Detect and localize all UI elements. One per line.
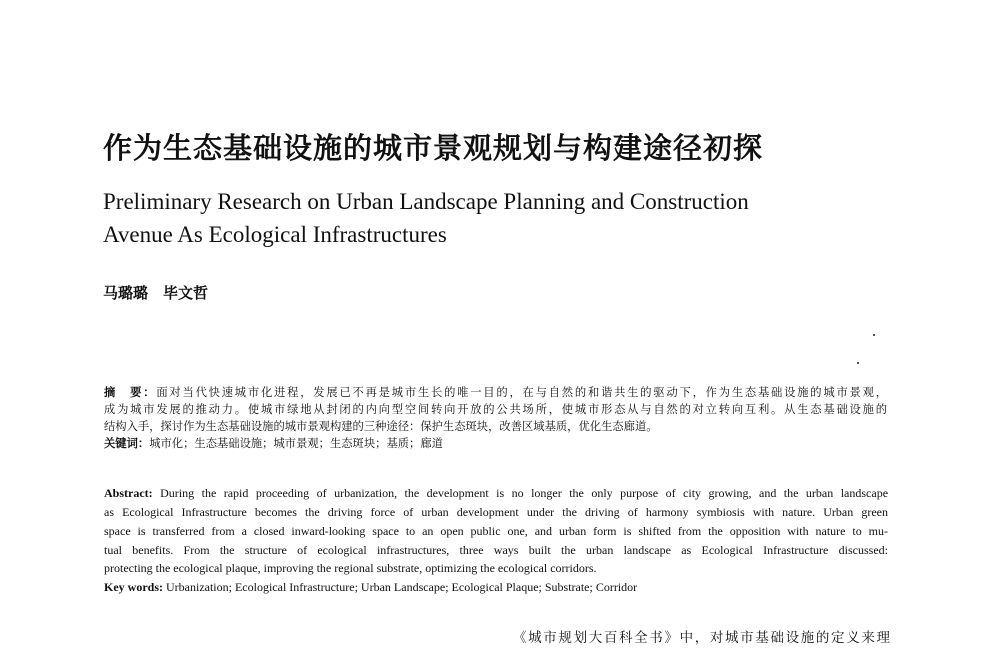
- paper-title-en-line-2: Avenue As Ecological Infrastructures: [103, 222, 447, 247]
- abstract-en-text: During the rapid proceeding of urbanization, the development is no longer the only purpose of city growing, and the urban landscape: [160, 486, 889, 500]
- abstract-en-line-5: protecting the ecological plaque, improving the regional substrate, optimizing the ecological corridors.: [104, 561, 597, 575]
- authors: 马璐璐 毕文哲: [103, 284, 209, 302]
- abstract-en-line-1: [104, 484, 888, 502]
- abstract-cn-line-2: 成为城市发展的推动力。使城市绿地从封闭的内向型空间转向开放的公共场所，使城市形态从与自然的对立转向互利。从生态基础设施的: [104, 403, 887, 416]
- abstract-en-line-2: as Ecological Infrastructure becomes the driving force of urban development under the driving of harmony symbiosis with nature. Urban green: [104, 505, 888, 519]
- keywords-en: [104, 578, 888, 596]
- abstract-cn-line-3: 结构入手，探讨作为生态基础设施的城市景观构建的三种途径：保护生态斑块，改善区域基质，优化生态廊道。: [104, 420, 658, 433]
- scan-speck: [857, 362, 859, 364]
- keywords-en-text: Urbanization; Ecological Infrastructure; Urban Landscape; Ecological Plaque; Substrate; Corridor: [166, 580, 638, 594]
- abstract-en-line-3: space is transferred from a closed inward-looking space to an open public one, and urban form is shifted from the opposition with nature to mu-: [104, 524, 888, 538]
- body-text-start: 《城市规划大百科全书》中，对城市基础设施的定义来理: [513, 630, 890, 646]
- scan-speck: [873, 334, 875, 336]
- paper-title-cn: 作为生态基础设施的城市景观规划与构建途径初探: [103, 131, 764, 165]
- abstract-cn-label: 摘 要：: [104, 386, 157, 399]
- keywords-cn-label: 关键词：: [104, 437, 150, 450]
- abstract-en-line-4: tual benefits. From the structure of ecological infrastructures, three ways built the urban landscape as Ecological Infrastructure discussed:: [104, 543, 888, 557]
- paper-title-en-line-1: Preliminary Research on Urban Landscape Planning and Construction: [103, 189, 749, 214]
- abstract-cn-line-1: [104, 385, 887, 401]
- keywords-cn-text: 城市化；生态基础设施；城市景观；生态斑块；基质；廊道: [149, 437, 443, 450]
- abstract-cn-text: 面对当代快速城市化进程，发展已不再是城市生长的唯一目的，在与自然的和谐共生的驱动下，作为生态基础设施的城市景观，: [156, 386, 887, 399]
- keywords-en-label: Key words:: [104, 580, 163, 594]
- abstract-en-label: Abstract:: [104, 486, 153, 500]
- keywords-cn: [104, 436, 887, 452]
